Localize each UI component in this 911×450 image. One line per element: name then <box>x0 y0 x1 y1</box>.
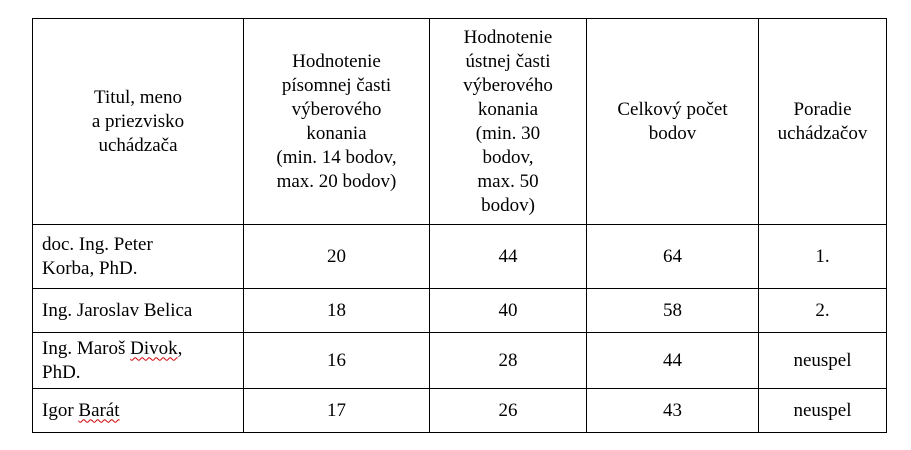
written-score: 17 <box>244 389 430 433</box>
total-score: 43 <box>587 389 759 433</box>
rank: neuspel <box>759 389 887 433</box>
candidate-name <box>33 333 244 389</box>
name-prefix: Ing. Maroš <box>42 337 131 359</box>
header-total-score: Celkový počet bodov <box>587 19 759 225</box>
oral-score: 26 <box>430 389 587 433</box>
results-table <box>32 18 887 433</box>
header-oral-score: Hodnotenie ústnej časti výberového konania (min. 30 bodov, max. 50 bodov) <box>430 19 587 225</box>
table-row <box>33 389 887 433</box>
written-score: 18 <box>244 289 430 333</box>
candidate-name <box>33 225 244 289</box>
rank: 1. <box>759 225 887 289</box>
name-prefix: Igor <box>42 399 79 421</box>
header-candidate: Titul, meno a priezvisko uchádzača <box>33 19 244 225</box>
table-row <box>33 225 887 289</box>
rank: neuspel <box>759 333 887 389</box>
name-line-2: Korba, PhD. <box>42 257 138 279</box>
name-suffix: , <box>177 337 183 359</box>
rank: 2. <box>759 289 887 333</box>
table-row <box>33 289 887 333</box>
total-score: 58 <box>587 289 759 333</box>
written-score: 16 <box>244 333 430 389</box>
oral-score: 40 <box>430 289 587 333</box>
oral-score: 44 <box>430 225 587 289</box>
oral-score: 28 <box>430 333 587 389</box>
candidate-name: Ing. Jaroslav Belica <box>33 289 244 333</box>
name-line-1: doc. Ing. Peter <box>42 233 153 255</box>
written-score: 20 <box>244 225 430 289</box>
candidate-name <box>33 389 244 433</box>
table-row <box>33 333 887 389</box>
spellcheck-marked-word[interactable]: Barát <box>78 399 120 421</box>
header-written-score: Hodnotenie písomnej časti výberového konania (min. 14 bodov, max. 20 bodov) <box>244 19 430 225</box>
total-score: 44 <box>587 333 759 389</box>
header-row <box>33 19 887 225</box>
header-rank: Poradie uchádzačov <box>759 19 887 225</box>
spellcheck-marked-word[interactable]: Divok <box>130 337 178 359</box>
total-score: 64 <box>587 225 759 289</box>
name-line-2: PhD. <box>42 361 81 383</box>
